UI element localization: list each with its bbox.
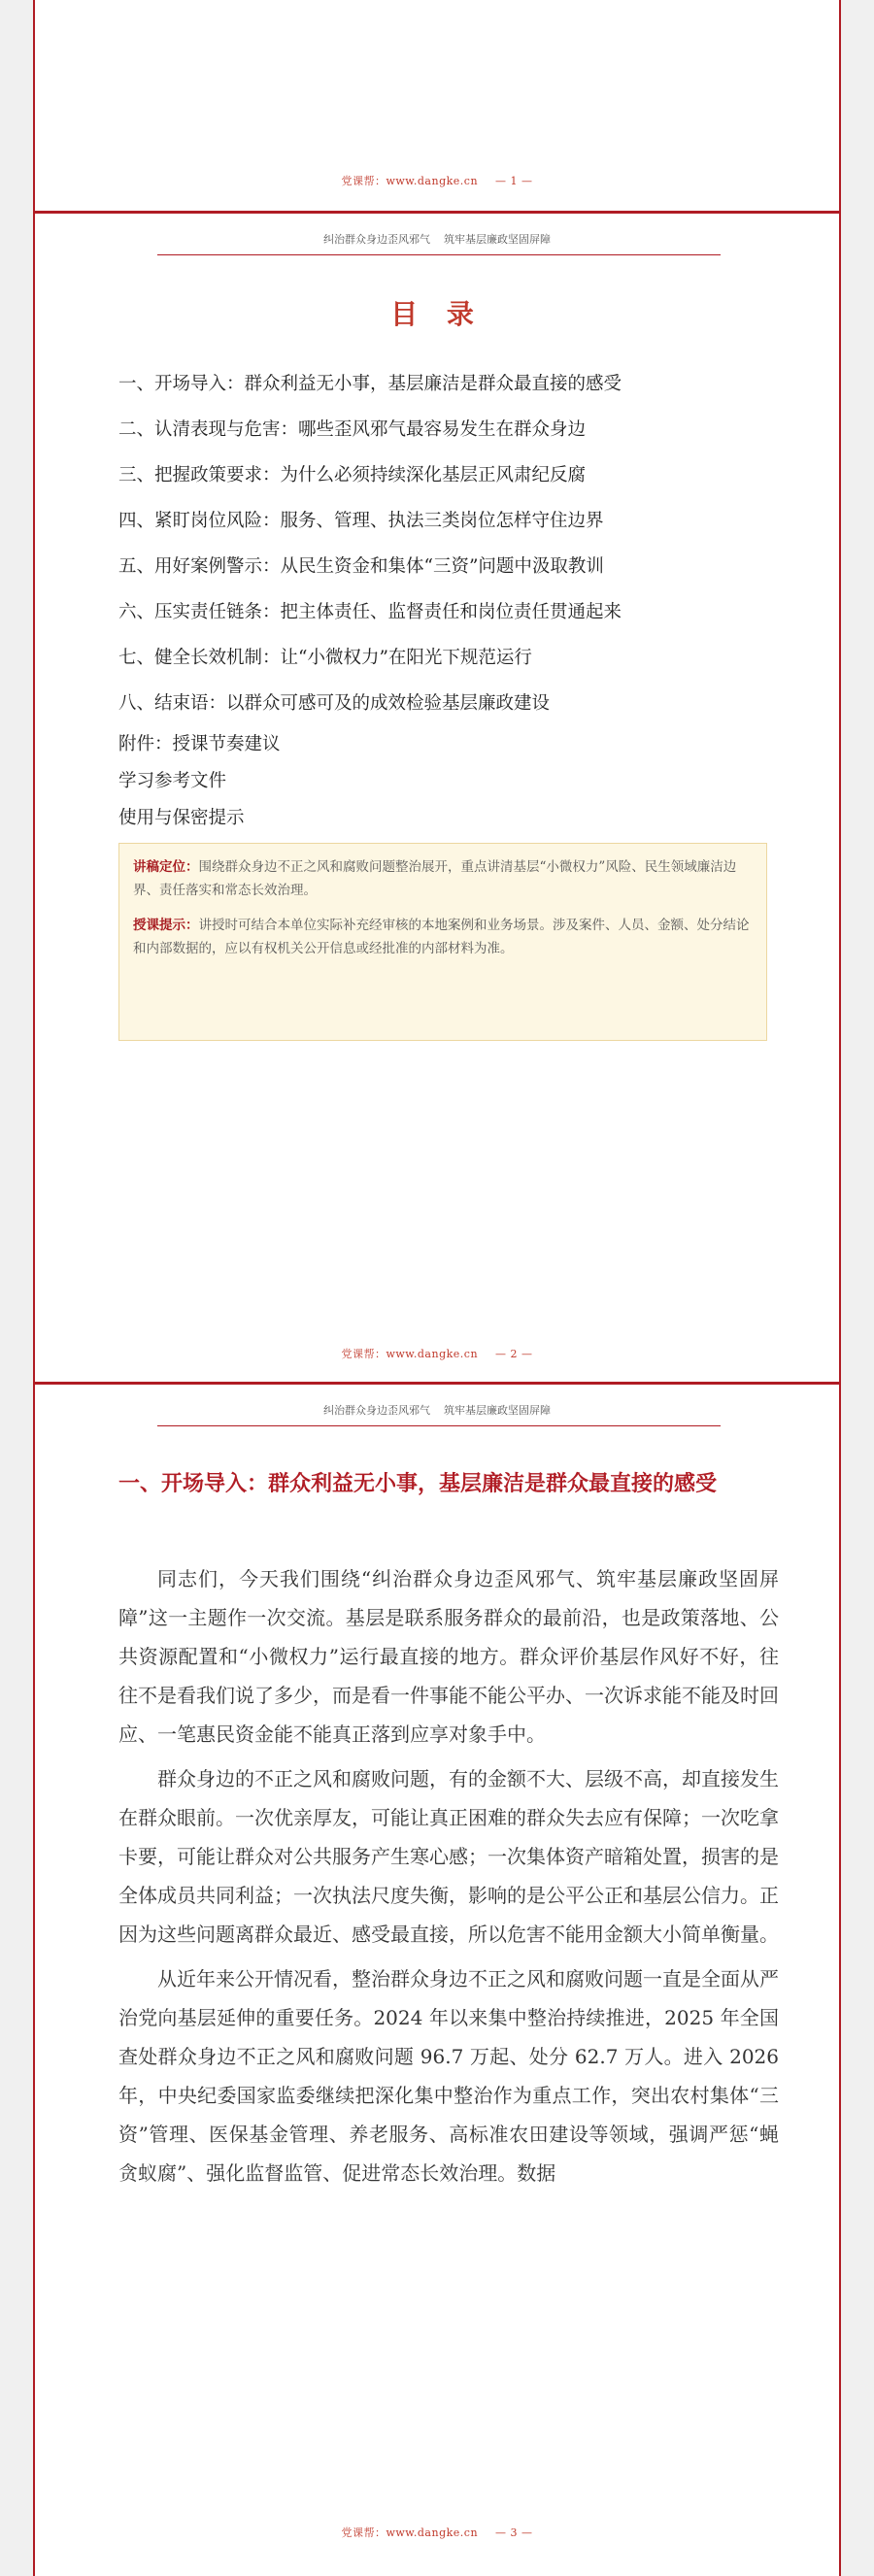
toc-list [118,361,779,726]
footer-page-number: — 2 — [495,1348,533,1360]
toc-item[interactable]: 二、认清表现与危害：哪些歪风邪气最容易发生在群众身边 [118,419,587,440]
page-1 [33,0,841,211]
page-header [35,1402,839,1418]
section-title: 一、开场导入：群众利益无小事，基层廉洁是群众最直接的感受 [118,1471,718,1496]
footer-page-number: — 3 — [495,2526,533,2539]
toc-extra-item[interactable]: 学习参考文件 [118,771,227,791]
footer-site: 党课帮：www.dangke.cn [341,175,479,187]
body-paragraph: 群众身边的不正之风和腐败问题，有的金额不大、层级不高，却直接发生在群众眼前。一次优亲厚友，可能让真正困难的群众失去应有保障；一次吃拿卡要，可能让群众对公共服务产生寒心感；一次集体资产暗箱处置，损害的是全体成员共同利益；一次执法尺度失衡，影响的是公平公正和基层公信力。正因为这些问题离群众最近、感受最直接，所以危害不能用金额大小简单衡量。 [118,1767,779,1946]
note-box [118,843,767,1041]
note-positioning [133,855,753,902]
note-text: 围绕群众身边不正之风和腐败问题整治展开，重点讲清基层“小微权力”风险、民生领域廉洁边界、责任落实和常态长效治理。 [133,859,737,898]
toc-item[interactable]: 八、结束语：以群众可感可及的成效检验基层廉政建设 [118,693,551,714]
toc-item[interactable]: 六、压实责任链条：把主体责任、监督责任和岗位责任贯通起来 [118,602,622,622]
toc-item[interactable]: 四、紧盯岗位风险：服务、管理、执法三类岗位怎样守住边界 [118,511,604,531]
toc-item[interactable]: 三、把握政策要求：为什么必须持续深化基层正风肃纪反腐 [118,465,587,485]
page-header [35,231,839,247]
footer-site: 党课帮：www.dangke.cn [341,2526,479,2539]
header-rule [157,1425,721,1426]
footer-site: 党课帮：www.dangke.cn [341,1348,479,1360]
body-paragraph: 同志们，今天我们围绕“纠治群众身边歪风邪气、筑牢基层廉政坚固屏障”这一主题作一次交流。基层是联系服务群众的最前沿，也是政策落地、公共资源配置和“小微权力”运行最直接的地方。群众评价基层作风好不好，往往不是看我们说了多少，而是看一件事能不能公平办、一次诉求能不能及时回应、一笔惠民资金能不能真正落到应享对象手中。 [118,1567,779,1746]
body-paragraph: 从近年来公开情况看，整治群众身边不正之风和腐败问题一直是全面从严治党向基层延伸的重要任务。2024 年以来集中整治持续推进，2025 年全国查处群众身边不正之风和腐败问题 96.7 万起、处分 62.7 万人。进入 2026 年，中央纪委国家监委继续把深化集中整治作为重点工作，突出农村集体“三资”管理、医保基金管理、养老服务、高标准农田建设等领域，强调严惩“蝇贪蚁腐”、强化监督监管、促进常态长效治理。数据 [118,1967,779,2185]
toc-item[interactable]: 一、开场导入：群众利益无小事，基层廉洁是群众最直接的感受 [118,374,622,394]
toc-title: 目 录 [390,298,484,330]
header-part-2: 筑牢基层廉政坚固屏障 [444,1404,551,1417]
toc-extra-item[interactable]: 附件：授课节奏建议 [118,734,281,754]
note-label: 授课提示： [133,918,199,933]
header-part-2: 筑牢基层廉政坚固屏障 [444,233,551,246]
note-teaching-tip [133,914,753,960]
page-footer [35,173,839,188]
toc-extra-item[interactable]: 使用与保密提示 [118,808,245,828]
page-footer [35,2525,839,2540]
header-part-1: 纠治群众身边歪风邪气 [323,1404,430,1417]
section-body [118,1559,779,2198]
page-footer [35,1346,839,1361]
header-rule [157,254,721,255]
toc-item[interactable]: 七、健全长效机制：让“小微权力”在阳光下规范运行 [118,648,532,668]
header-part-1: 纠治群众身边歪风邪气 [323,233,430,246]
footer-page-number: — 1 — [495,175,533,187]
toc-extras [118,726,281,837]
toc-item[interactable]: 五、用好案例警示：从民生资金和集体“三资”问题中汲取教训 [118,556,604,577]
page-2 [33,214,841,1404]
note-text: 讲授时可结合本单位实际补充经审核的本地案例和业务场景。涉及案件、人员、金额、处分结论和内部数据的，应以有权机关公开信息或经批准的内部材料为准。 [133,918,750,956]
page-3 [33,1385,841,2576]
note-label: 讲稿定位： [133,859,199,875]
